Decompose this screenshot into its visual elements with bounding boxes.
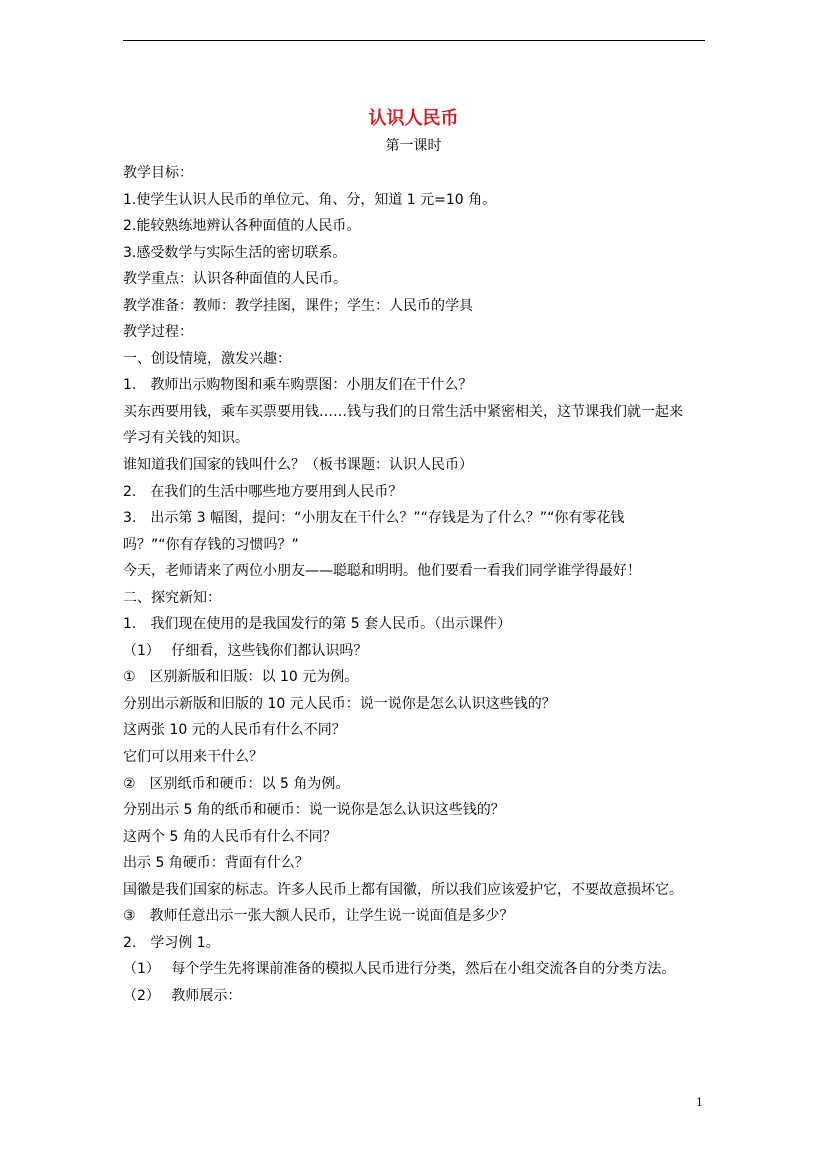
body-line: 分别出示 5 角的纸币和硬币：说一说你是怎么认识这些钱的？ (123, 802, 505, 819)
body-line: 一、创设情境，激发兴趣： (123, 350, 291, 367)
body-line: 吗？”“你有存钱的习惯吗？” (123, 536, 299, 553)
body-line: 教学目标： (123, 165, 193, 181)
body-line: 1.使学生认识人民币的单位元、角、分，知道 1 元=10 角。 (123, 191, 497, 208)
body-line: 国徽是我们国家的标志。许多人民币上都有国徽，所以我们应该爱护它，不要故意损坏它。 (123, 881, 683, 898)
body-line: （1） 仔细看，这些钱你们都认识吗？ (123, 642, 368, 659)
body-line: 教学重点：认识各种面值的人民币。 (123, 271, 347, 288)
body-line: 它们可以用来干什么？ (123, 749, 263, 766)
body-line: 今天，老师请来了两位小朋友——聪聪和明明。他们要看一看我们同学谁学得最好！ (123, 563, 641, 580)
document-body (123, 160, 723, 1010)
body-line: （2） 教师展示： (123, 987, 242, 1004)
body-line: 买东西要用钱，乘车买票要用钱……钱与我们的日常生活中紧密相关，这节课我们就一起来 (123, 403, 683, 420)
body-line: 1. 教师出示购物图和乘车购票图：小朋友们在干什么？ (123, 377, 473, 394)
body-line: 分别出示新版和旧版的 10 元人民币：说一说你是怎么认识这些钱的？ (123, 695, 556, 712)
body-line: 这两个 5 角的人民币有什么不同？ (123, 828, 337, 845)
body-line: 3. 出示第 3 幅图，提问：“小朋友在干什么？”“存钱是为了什么？”“你有零花钱 (123, 510, 625, 527)
body-line: 教学过程： (123, 324, 193, 341)
body-line: （1） 每个学生先将课前准备的模拟人民币进行分类，然后在小组交流各自的分类方法。 (123, 961, 676, 978)
document-title: 认识人民币 (368, 108, 459, 129)
body-line: 学习有关钱的知识。 (123, 430, 249, 447)
body-line: 1. 我们现在使用的是我国发行的第 5 套人民币。（出示课件） (123, 616, 512, 633)
body-line: ① 区别新版和旧版：以 10 元为例。 (123, 669, 359, 686)
body-line: ② 区别纸币和硬币：以 5 角为例。 (123, 775, 350, 792)
body-line: 教学准备：教师：教学挂图，课件；学生：人民币的学具 (123, 297, 473, 314)
body-line: 二、探究新知： (123, 589, 221, 606)
body-line: 出示 5 角硬币：背面有什么？ (123, 855, 309, 872)
body-line: 3.感受数学与实际生活的密切联系。 (123, 244, 347, 261)
body-line: 2. 学习例 1。 (123, 934, 220, 951)
body-line: 谁知道我们国家的钱叫什么？（板书课题：认识人民币） (123, 457, 473, 474)
document-subtitle: 第一课时 (385, 138, 442, 154)
header-rule (123, 40, 705, 41)
body-line: 2. 在我们的生活中哪些地方要用到人民币？ (123, 483, 403, 500)
body-line: 2.能较熟练地辨认各种面值的人民币。 (123, 218, 361, 235)
body-line: ③ 教师任意出示一张大额人民币，让学生说一说面值是多少？ (123, 908, 514, 925)
body-line: 这两张 10 元的人民币有什么不同？ (123, 722, 346, 739)
page-number: 1 (696, 1096, 703, 1109)
